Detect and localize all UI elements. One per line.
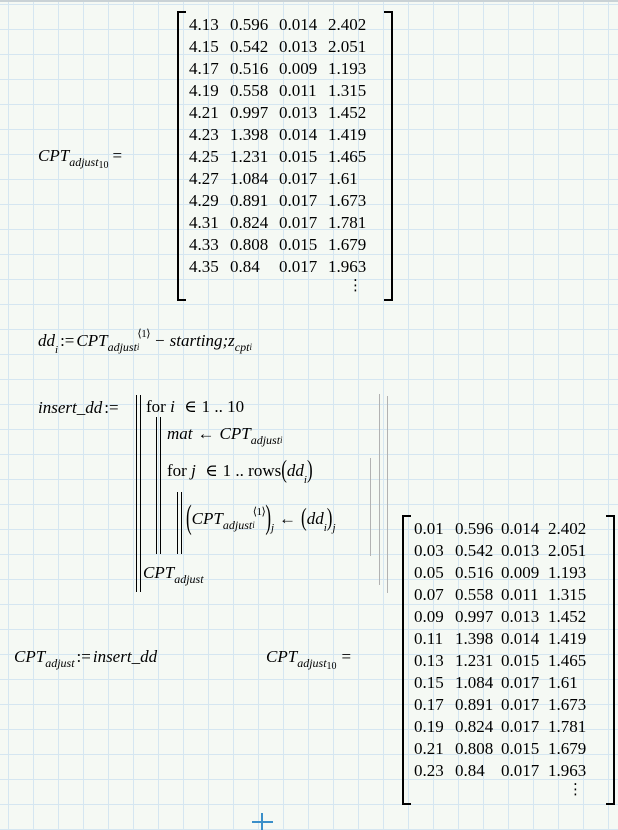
matrix-cell: 0.017 — [279, 191, 318, 210]
close-paren: ) — [306, 455, 313, 484]
equals-operator: = — [112, 146, 123, 165]
program-bar-for-i-body — [156, 417, 161, 554]
variable-subscript: adjust — [45, 656, 75, 670]
rows-function: rows — [248, 461, 282, 480]
matrix-cell: 4.15 — [189, 37, 219, 56]
matrix-cell: 0.017 — [501, 673, 540, 692]
variable-subscript: adjust — [174, 572, 204, 586]
variable-subscript: adjust — [297, 656, 327, 670]
program-line-return — [143, 563, 204, 587]
matrix-cell: 1.398 — [455, 629, 494, 648]
result2-matrix[interactable] — [402, 515, 615, 805]
variable-name: dd — [38, 331, 55, 350]
local-assign-arrow: ← — [197, 424, 215, 443]
matrix-cell: 4.23 — [189, 125, 219, 144]
matrix-cell: 0.013 — [279, 103, 318, 122]
result1-matrix[interactable] — [177, 11, 393, 301]
matrix-cell: 2.402 — [328, 15, 367, 34]
array-index: i — [136, 342, 140, 352]
variable-subscript: adjust — [222, 518, 253, 532]
matrix-grid — [189, 14, 381, 278]
variable-name: dd — [306, 509, 324, 528]
matrix-cell: 4.27 — [189, 169, 219, 188]
matrix-cell: 0.009 — [279, 59, 318, 78]
matrix-cell: 0.01 — [414, 519, 444, 538]
equals-operator: = — [341, 647, 352, 666]
matrix-cell: 0.011 — [279, 81, 317, 100]
matrix-cell: 0.015 — [501, 739, 540, 758]
range-expression: 1 .. — [222, 461, 244, 480]
matrix-cell: 4.31 — [189, 213, 219, 232]
matrix-cell: 0.017 — [279, 257, 318, 276]
matrix-cell: 0.84 — [455, 761, 485, 780]
array-index: 10 — [326, 661, 337, 672]
variable-subscript: adjust — [69, 155, 99, 169]
matrix-cell: 2.051 — [328, 37, 367, 56]
row-index: j — [332, 522, 336, 534]
matrix-cell: 0.03 — [414, 541, 444, 560]
matrix-cell: 0.014 — [501, 519, 540, 538]
matrix-cell: 0.516 — [455, 563, 494, 582]
matrix-cell: 1.673 — [328, 191, 367, 210]
variable-name: CPT — [14, 647, 46, 666]
matrix-cell: 4.35 — [189, 257, 219, 276]
variable-name: insert_dd — [92, 647, 158, 666]
variable-subscript: adjust — [250, 433, 281, 447]
matrix-cell: 1.673 — [548, 695, 587, 714]
assign-operator: := — [104, 398, 119, 417]
array-index: i — [280, 435, 283, 445]
program-edit-line — [387, 396, 388, 593]
matrix-cell: 1.084 — [230, 169, 269, 188]
array-index: 10 — [98, 160, 109, 171]
matrix-cell: 1.419 — [328, 125, 367, 144]
for-keyword: for — [146, 397, 166, 416]
program-line-assign — [186, 498, 336, 536]
loop-variable: i — [170, 397, 175, 416]
matrix-cell: 0.19 — [414, 717, 444, 736]
matrix-cell: 1.084 — [455, 673, 494, 692]
array-index: i — [323, 522, 327, 534]
matrix-cell: 0.09 — [414, 607, 444, 626]
variable-name: mat — [167, 424, 193, 443]
matrix-cell: 1.419 — [548, 629, 587, 648]
matrix-cell: 0.017 — [501, 761, 540, 780]
matrix-cell: 2.402 — [548, 519, 587, 538]
matrix-ellipsis: ⋮ — [568, 782, 583, 798]
local-assign-arrow: ← — [279, 509, 297, 528]
matrix-cell: 0.596 — [455, 519, 494, 538]
matrix-cell: 4.33 — [189, 235, 219, 254]
matrix-cell: 0.014 — [279, 125, 318, 144]
matrix-cell: 0.013 — [501, 607, 540, 626]
matrix-cell: 0.808 — [455, 739, 494, 758]
matrix-bracket-right — [384, 11, 393, 301]
array-index: i — [303, 474, 307, 486]
program-edit-line — [379, 394, 380, 585]
variable-name: insert_dd — [38, 398, 103, 417]
matrix-cell: 4.25 — [189, 147, 219, 166]
variable-name: CPT — [191, 509, 223, 528]
matrix-cell: 4.13 — [189, 15, 219, 34]
matrix-cell: 0.596 — [230, 15, 269, 34]
matrix-cell: 0.891 — [230, 191, 269, 210]
assign-operator: := — [60, 331, 75, 350]
matrix-cell: 0.009 — [501, 563, 540, 582]
array-index: i — [252, 520, 255, 530]
matrix-cell: 1.465 — [328, 147, 367, 166]
matrix-cell: 1.679 — [328, 235, 367, 254]
matrix-cell: 0.13 — [414, 651, 444, 670]
variable-name: dd — [286, 461, 304, 480]
matrix-cell: 1.679 — [548, 739, 587, 758]
matrix-cell: 1.61 — [548, 673, 578, 692]
close-paren: ) — [326, 503, 333, 532]
matrix-cell: 1.398 — [230, 125, 269, 144]
variable-name: CPT — [76, 331, 108, 350]
matrix-cell: 1.963 — [328, 257, 367, 276]
matrix-cell: 0.808 — [230, 235, 269, 254]
matrix-column-operator: ⟨1⟩ — [137, 328, 151, 340]
range-expression: 1 .. 10 — [201, 397, 245, 416]
program-name — [38, 398, 121, 418]
matrix-cell: 0.824 — [455, 717, 494, 736]
row-index: j — [270, 522, 275, 534]
matrix-cell: 1.452 — [548, 607, 587, 626]
open-paren: ( — [301, 503, 307, 532]
matrix-cell: 0.015 — [279, 147, 318, 166]
matrix-bracket-right — [606, 515, 615, 805]
matrix-cell: 4.21 — [189, 103, 219, 122]
matrix-cell: 0.015 — [279, 235, 318, 254]
matrix-cell: 1.315 — [328, 81, 367, 100]
matrix-cell: 0.011 — [501, 585, 539, 604]
matrix-cell: 2.051 — [548, 541, 587, 560]
matrix-cell: 0.014 — [501, 629, 540, 648]
matrix-grid — [414, 518, 603, 782]
result2-label[interactable] — [266, 647, 351, 672]
for-keyword: for — [167, 461, 187, 480]
variable-name: CPT — [266, 647, 298, 666]
matrix-cell: 0.017 — [279, 169, 318, 188]
variable-name: CPT — [143, 563, 175, 582]
array-index: i — [55, 344, 59, 356]
matrix-cell: 0.891 — [455, 695, 494, 714]
matrix-cell: 0.542 — [230, 37, 269, 56]
variable-subscript: cpt — [234, 340, 250, 354]
open-paren: ( — [281, 455, 287, 484]
matrix-column-operator: ⟨1⟩ — [252, 506, 266, 518]
matrix-cell: 4.17 — [189, 59, 219, 78]
matrix-cell: 1.781 — [328, 213, 367, 232]
matrix-cell: 1.231 — [230, 147, 269, 166]
matrix-cell: 0.516 — [230, 59, 269, 78]
matrix-bracket-left — [177, 11, 186, 301]
matrix-cell: 0.558 — [455, 585, 494, 604]
matrix-cell: 0.11 — [414, 629, 444, 648]
matrix-cell: 1.315 — [548, 585, 587, 604]
matrix-cell: 4.19 — [189, 81, 219, 100]
matrix-ellipsis: ⋮ — [348, 278, 363, 294]
minus-operator: − — [155, 331, 165, 350]
program-line-for-j — [167, 455, 313, 486]
variable-name: CPT — [219, 424, 251, 443]
matrix-cell: 0.05 — [414, 563, 444, 582]
matrix-cell: 1.963 — [548, 761, 587, 780]
variable-name: CPT — [38, 146, 70, 165]
matrix-cell: 1.193 — [548, 563, 587, 582]
matrix-cell: 0.558 — [230, 81, 269, 100]
insertion-crosshair-icon — [252, 813, 273, 830]
matrix-cell: 0.07 — [414, 585, 444, 604]
open-paren: ( — [186, 498, 192, 536]
matrix-cell: 0.23 — [414, 761, 444, 780]
matrix-cell: 1.61 — [328, 169, 358, 188]
program-bar-for-j-body — [177, 492, 182, 554]
matrix-cell: 1.452 — [328, 103, 367, 122]
matrix-cell: 0.84 — [230, 257, 260, 276]
window-top-edge — [0, 0, 618, 2]
result1-label[interactable] — [38, 146, 122, 171]
matrix-cell: 1.465 — [548, 651, 587, 670]
matrix-cell: 0.542 — [455, 541, 494, 560]
matrix-cell: 0.824 — [230, 213, 269, 232]
variable-name: starting;z — [169, 331, 235, 350]
matrix-cell: 0.013 — [279, 37, 318, 56]
matrix-cell: 1.193 — [328, 59, 367, 78]
close-paren: ) — [265, 498, 271, 536]
element-of-operator: ∈ — [184, 397, 197, 416]
matrix-cell: 4.29 — [189, 191, 219, 210]
matrix-cell: 0.014 — [279, 15, 318, 34]
program-bar-outer — [136, 395, 141, 592]
matrix-cell: 0.17 — [414, 695, 444, 714]
program-line-mat — [167, 424, 283, 448]
dd-definition-region[interactable] — [38, 327, 252, 356]
program-edit-line — [370, 458, 371, 556]
matrix-cell: 1.781 — [548, 717, 587, 736]
matrix-cell: 0.013 — [501, 541, 540, 560]
matrix-bracket-left — [402, 515, 411, 805]
matrix-cell: 0.21 — [414, 739, 444, 758]
loop-variable: j — [191, 461, 196, 480]
matrix-cell: 0.017 — [501, 695, 540, 714]
matrix-cell: 0.017 — [501, 717, 540, 736]
cpt-assign-region[interactable] — [14, 647, 157, 671]
variable-subscript: adjust — [107, 340, 137, 354]
array-index: i — [249, 342, 252, 352]
matrix-cell: 0.017 — [279, 213, 318, 232]
matrix-cell: 0.997 — [230, 103, 269, 122]
matrix-cell: 1.231 — [455, 651, 494, 670]
matrix-cell: 0.997 — [455, 607, 494, 626]
matrix-cell: 0.015 — [501, 651, 540, 670]
element-of-operator: ∈ — [205, 461, 218, 480]
assign-operator: := — [76, 647, 91, 666]
program-line-for-i — [146, 397, 244, 417]
matrix-cell: 0.15 — [414, 673, 444, 692]
